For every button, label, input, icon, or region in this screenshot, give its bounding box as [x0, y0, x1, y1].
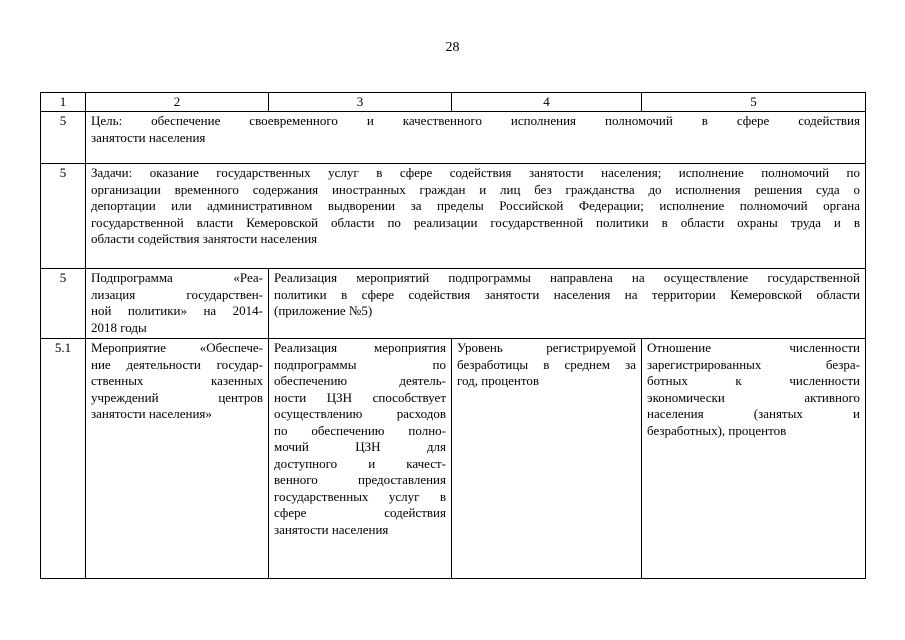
measure-method-line: Отношение численности — [647, 340, 860, 355]
measure-desc-line: подпрограммы по — [274, 356, 446, 372]
measure-desc-line: осуществлению расходов — [274, 406, 446, 421]
measure-method — [642, 339, 866, 579]
measure-method-line: безработных), процентов — [647, 422, 787, 438]
tasks-line: области содействия занятости населения — [91, 231, 318, 246]
measure-desc-line: доступного и качест- — [274, 455, 446, 471]
measure-description — [269, 339, 452, 579]
measure-indicator-line: безработицы в среднем за — [457, 356, 636, 372]
subprogram-name-line: Подпрограмма «Реа- — [91, 270, 263, 285]
header-col-2: 2 — [86, 93, 269, 112]
subprogram-name-line: ной политики» на 2014- — [91, 303, 263, 318]
measure-name — [86, 339, 269, 579]
tasks-text — [86, 164, 866, 269]
measure-row-number: 5.1 — [41, 339, 86, 579]
goal-line: Цель: обеспечение своевременного и качественного исполнения полномочий в сфере содействия — [91, 113, 860, 128]
header-col-4: 4 — [452, 93, 642, 112]
tasks-line: депортации или административном выдворении за пределы Российской Федерации; исполнение полномочий органа — [91, 198, 860, 213]
subprogram-desc-line: Реализация мероприятий подпрограммы направлена на осуществление государственной — [274, 270, 860, 285]
measure-indicator-line: год, процентов — [457, 373, 540, 388]
measure-desc-line: по обеспечению полно- — [274, 422, 446, 438]
subprogram-row-number: 5 — [41, 269, 86, 339]
goal-row — [41, 112, 866, 164]
subprogram-desc-line: (приложение №5) — [274, 303, 373, 318]
measure-name-line: занятости населения» — [91, 406, 212, 421]
measure-desc-line: обеспечению деятель- — [274, 373, 446, 388]
measure-method-line: зарегистрированных безра- — [647, 356, 860, 372]
measure-name-line: учреждений центров — [91, 389, 263, 405]
subprogram-name-line: лизация государствен- — [91, 286, 263, 302]
tasks-row-number: 5 — [41, 164, 86, 269]
header-col-1: 1 — [41, 93, 86, 112]
measure-indicator-line: Уровень регистрируемой — [457, 340, 636, 355]
header-row — [41, 93, 866, 112]
measure-method-line: ботных к численности — [647, 373, 860, 388]
measure-indicator — [452, 339, 642, 579]
goal-row-number: 5 — [41, 112, 86, 164]
measure-desc-line: государственных услуг в — [274, 488, 446, 504]
program-table — [40, 92, 866, 579]
goal-text — [86, 112, 866, 164]
measure-row — [41, 339, 866, 579]
tasks-line: государственной власти Кемеровской области по реализации государственной политики в области охраны труда и в — [91, 214, 860, 230]
measure-name-line: ственных казенных — [91, 373, 263, 388]
tasks-row — [41, 164, 866, 269]
subprogram-name — [86, 269, 269, 339]
measure-name-line: Мероприятие «Обеспече- — [91, 340, 263, 355]
subprogram-desc-line: политики в сфере содействия занятости населения на территории Кемеровской области — [274, 286, 860, 302]
tasks-line: Задачи: оказание государственных услуг в сфере содействия занятости населения; исполнение полномочий по — [91, 165, 860, 180]
measure-desc-line: венного предоставления — [274, 472, 446, 487]
page-number: 28 — [445, 40, 460, 55]
measure-desc-line: занятости населения — [274, 521, 389, 537]
subprogram-name-line: 2018 годы — [91, 319, 147, 335]
measure-name-line: ние деятельности государ- — [91, 356, 263, 372]
measure-desc-line: мочий ЦЗН для — [274, 439, 446, 454]
header-col-5: 5 — [642, 93, 866, 112]
measure-desc-line: сфере содействия — [274, 505, 446, 520]
tasks-line: организации временного содержания иностранных граждан и лиц без гражданства до исполнения решения суда о — [91, 181, 860, 197]
goal-line: занятости населения — [91, 129, 206, 145]
header-col-3: 3 — [269, 93, 452, 112]
subprogram-description — [269, 269, 866, 339]
measure-desc-line: Реализация мероприятия — [274, 340, 446, 355]
measure-method-line: населения (занятых и — [647, 406, 860, 421]
measure-desc-line: ности ЦЗН способствует — [274, 389, 446, 405]
measure-method-line: экономически активного — [647, 389, 860, 405]
subprogram-row — [41, 269, 866, 339]
